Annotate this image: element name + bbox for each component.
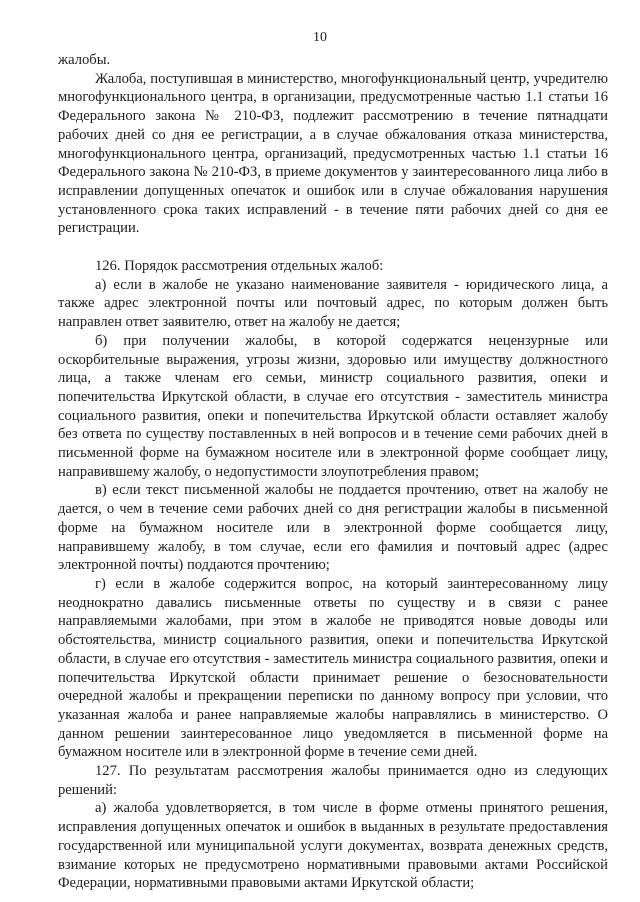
paragraph-continuation: жалобы. (58, 52, 111, 68)
section-126-heading: 126. Порядок рассмотрения отдельных жалоб: (95, 258, 384, 275)
document-body (58, 51, 608, 893)
paragraph-complaint-deadline: Жалоба, поступившая в министерство, многофункциональный центр, учредителю многофункционального центра, в организации, предусмотренные частью 1.1 статьи 16 Федерального закона № 210-ФЗ, подлежит рассмотрению в течение пятнадцати рабочих дней со дня ее регистрации, а в случае обжалования отказа министерства, многофункционального центра, организаций, предусмотренных частью 1.1 статьи 16 Федерального закона № 210-ФЗ, в приеме документов у заинтересованного лица либо в исправлении допущенных опечаток и ошибок или в случае обжалования нарушения установленного срока таких исправлений - в течение пяти рабочих дней со дня ее регистрации. (58, 70, 608, 237)
item-126-g: г) если в жалобе содержится вопрос, на который заинтересованному лицу неоднократно давались письменные ответы по существу и в связи с ранее направляемыми жалобами, при этом в жалобе не приводятся новые доводы или обстоятельства, министр социального развития, опеки и попечительства Иркутской области, в случае его отсутствия - заместитель министра социального развития, опеки и попечительства Иркутской области принимает решение о безосновательности очередной жалобы и прекращении переписки по данному вопросу при условии, что указанная жалоба и ранее направляемые жалобы направлялись в министерство. О данном решении заинтересованное лицо уведомляется в письменной форме на бумажном носителе или в электронной форме в течение семи дней. (58, 575, 608, 761)
item-126-b: б) при получении жалобы, в которой содержатся нецензурные или оскорбительные выражения, угрозы жизни, здоровью или имуществу должностного лица, а также членам его семьи, министр социального развития, опеки и попечительства Иркутской области, в случае его отсутствия - заместитель министра социального развития, опеки и попечительства Иркутской области оставляет жалобу без ответа по существу поставленных в ней вопросов и в течение семи рабочих дней в письменной форме на бумажном носителе или в электронной форме сообщает лицу, направившему жалобу, о недопустимости злоупотребления правом; (58, 332, 608, 480)
item-126-v: в) если текст письменной жалобы не поддается прочтению, ответ на жалобу не дается, о чем в течение семи рабочих дней со дня регистрации жалобы в письменной форме на бумажном носителе или в электронной форме сообщается лицу, направившему жалобу, в том случае, если его фамилия и почтовый адрес (адрес электронной почты) поддаются прочтению; (58, 482, 608, 574)
item-127-a: а) жалоба удовлетворяется, в том числе в форме отмены принятого решения, исправления допущенных опечаток и ошибок в выданных в результате предоставления государственной или муниципальной услуги документах, возврата денежных средств, взимание которых не предусмотрено нормативными правовыми актами Российской Федерации, нормативными правовыми актами Иркутской области; (58, 800, 608, 892)
section-127-heading: 127. По результатам рассмотрения жалобы принимается одно из следующих решений: (58, 763, 608, 798)
page-number: 10 (313, 30, 327, 45)
item-126-a: а) если в жалобе не указано наименование заявителя - юридического лица, а также адрес электронной почты или почтовый адрес, по которым должен быть направлен ответ заявителю, ответ на жалобу не дается; (58, 276, 608, 331)
